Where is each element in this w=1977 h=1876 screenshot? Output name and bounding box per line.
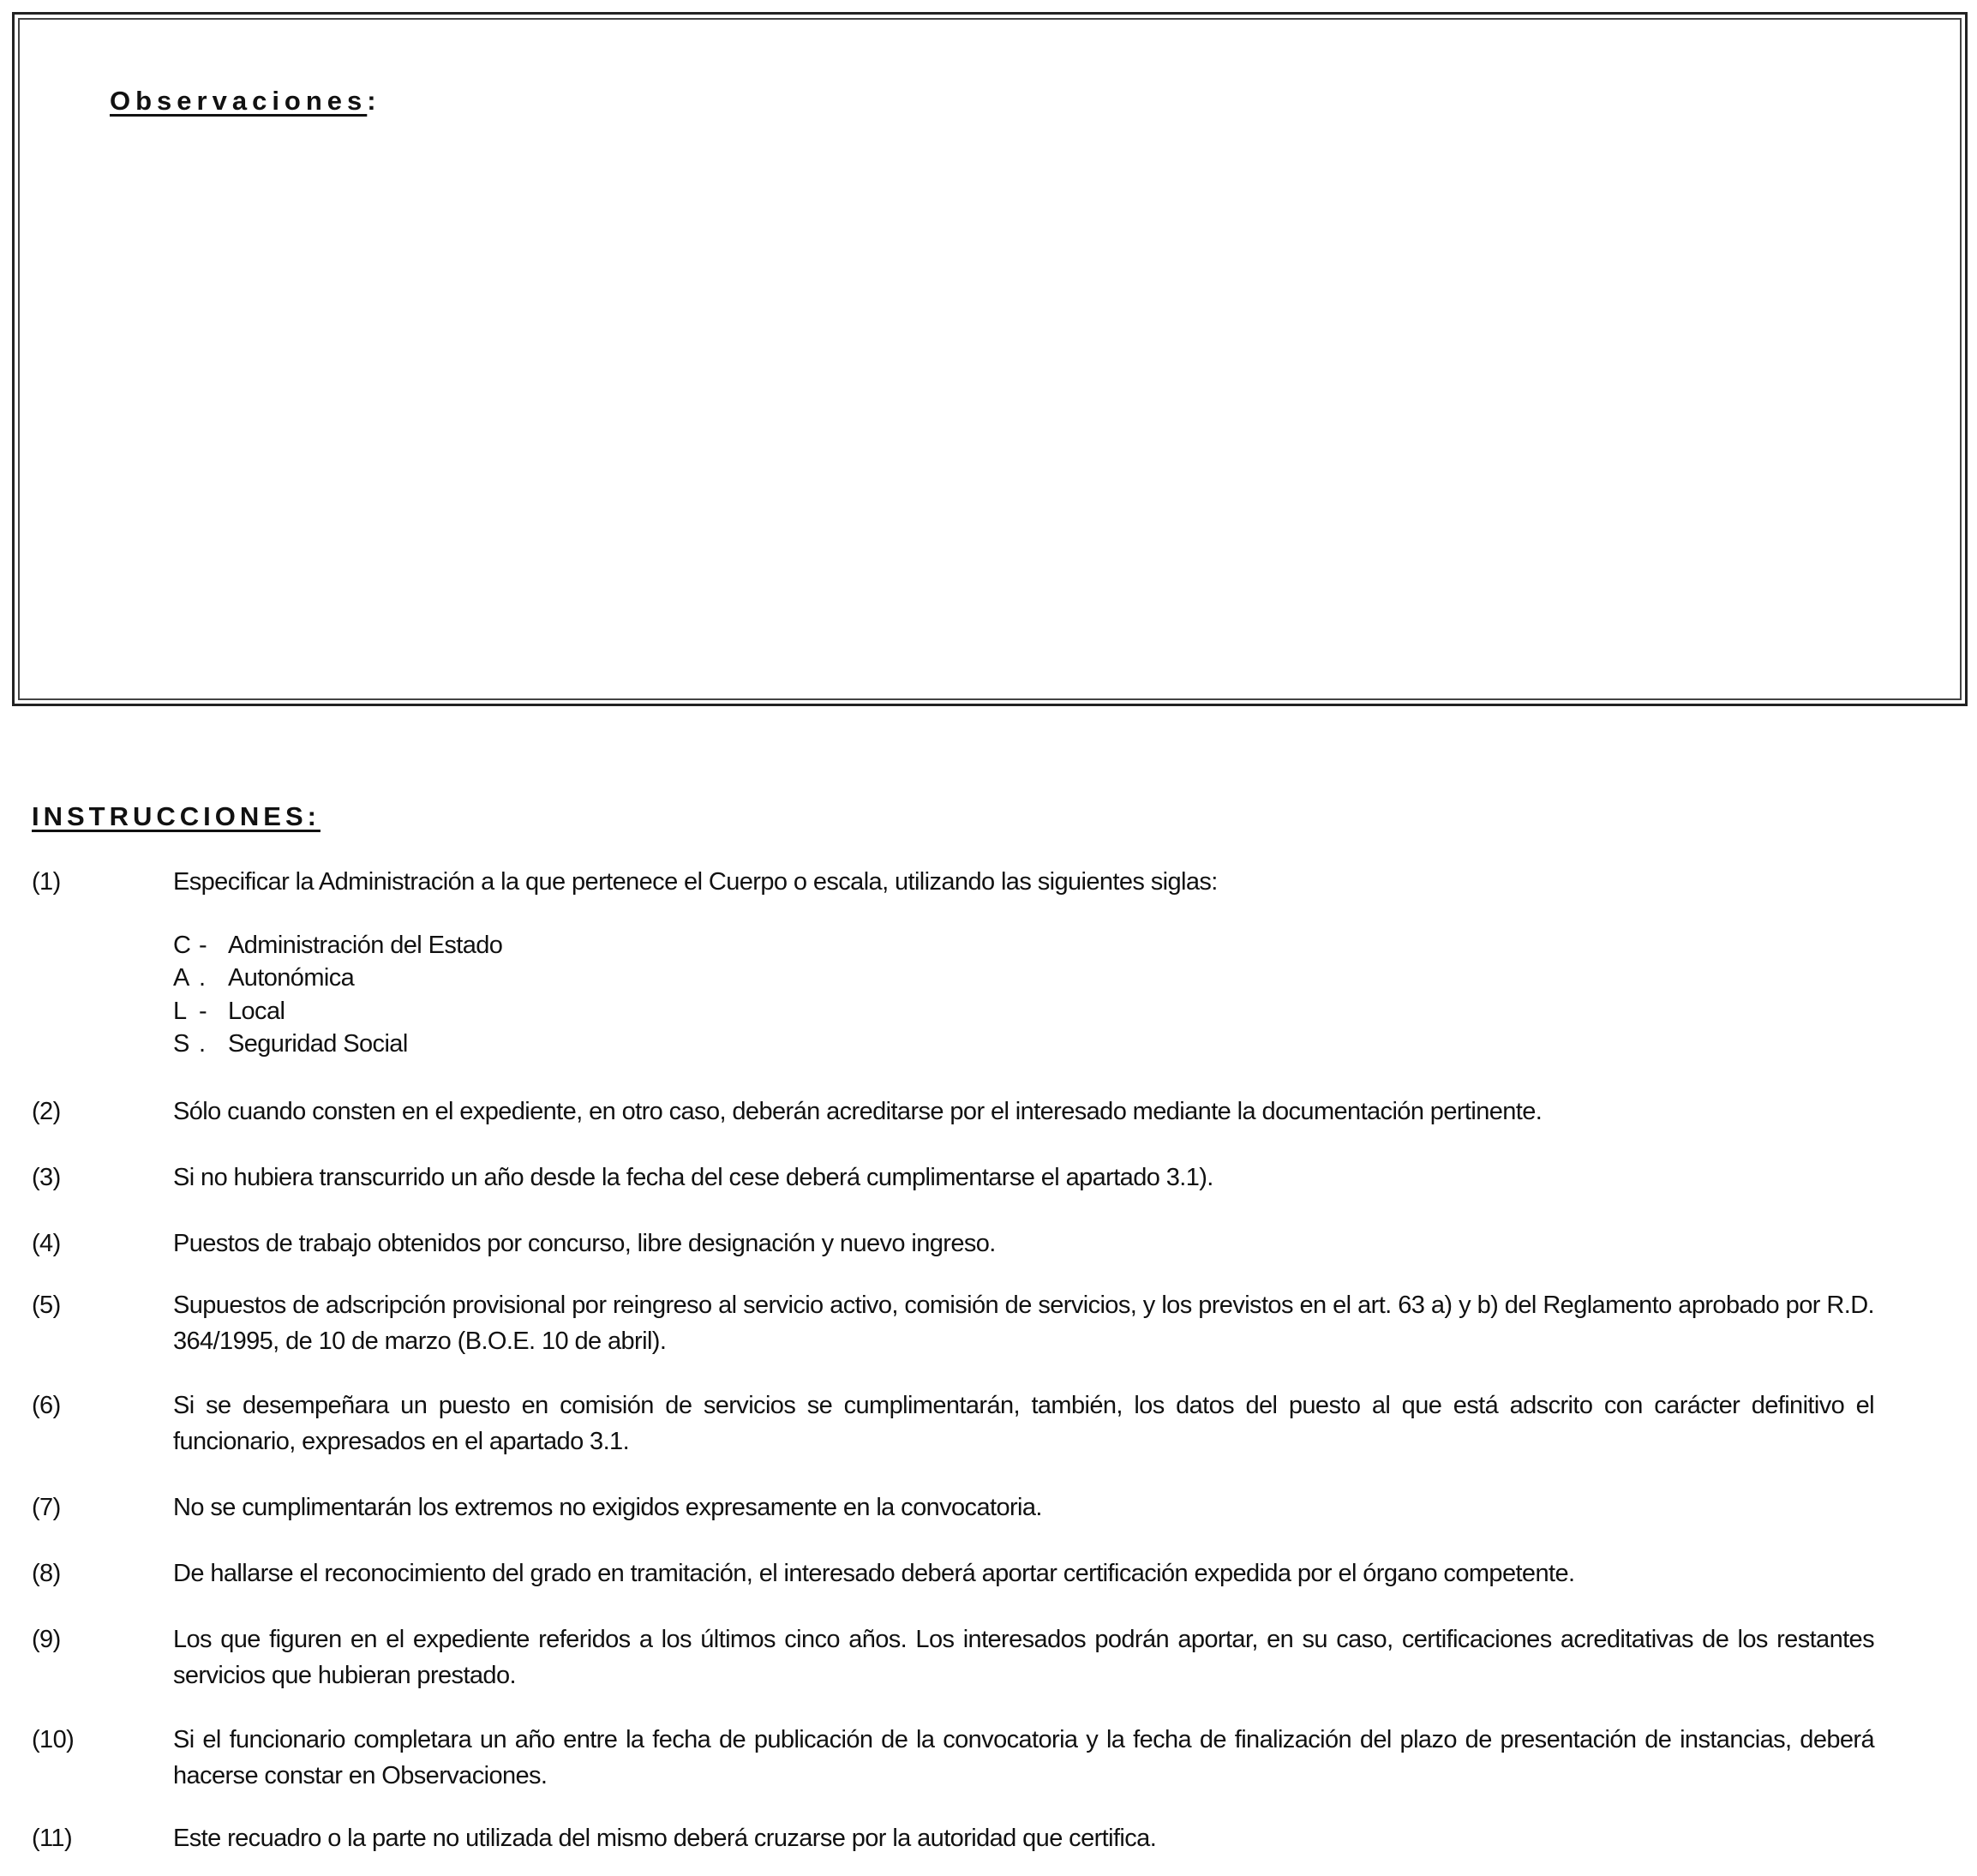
item-text: No se cumplimentarán los extremos no exigidos expresamente en la convocatoria. xyxy=(173,1494,1042,1521)
item-text: Puestos de trabajo obtenidos por concurso, libre designación y nuevo ingreso. xyxy=(173,1230,996,1257)
item-number: (3) xyxy=(32,1164,61,1191)
item-text: A xyxy=(173,964,189,992)
instrucciones-heading xyxy=(32,801,321,832)
sigla-item xyxy=(173,962,354,994)
item-text: C xyxy=(173,932,191,959)
item-number: (11) xyxy=(32,1825,73,1852)
item-text: Si no hubiera transcurrido un año desde la fecha del cese deberá cumplimentarse el apartado 3.1). xyxy=(173,1164,1213,1191)
item-text: Observaciones xyxy=(110,86,368,116)
sigla-item xyxy=(173,929,502,962)
item-text: S xyxy=(173,1030,189,1058)
item-text: Los que figuren en el expediente referidos a los últimos cinco años. Los interesados podrán aportar, en su caso, certificaciones acreditativas de los restantes servicios que hubieran prestado. xyxy=(173,1626,1874,1689)
item-text: De hallarse el reconocimiento del grado en tramitación, el interesado deberá aportar certificación expedida por el órgano competente. xyxy=(173,1560,1575,1587)
item-text: Sólo cuando consten en el expediente, en otro caso, deberán acreditarse por el interesado mediante la documentación pertinente. xyxy=(173,1098,1543,1125)
sigla-item xyxy=(173,995,285,1028)
item-text: : xyxy=(367,86,381,116)
item-text: Si se desempeñara un puesto en comisión de servicios se cumplimentarán, también, los datos del puesto al que está adscrito con carácter definitivo el funcionario, expresados en el apartado 3.1. xyxy=(173,1392,1874,1455)
item-text: L xyxy=(173,998,187,1025)
item-text: Este recuadro o la parte no utilizada del mismo deberá cruzarse por la autoridad que certifica. xyxy=(173,1825,1157,1852)
item-number: (6) xyxy=(32,1392,61,1419)
item-text: Si el funcionario completara un año entre la fecha de publicación de la convocatoria y la fecha de finalización del plazo de presentación de instancias, deberá hacerse constar en Observaciones. xyxy=(173,1726,1874,1789)
item-text: Administración del Estado xyxy=(228,932,503,959)
item-text: . xyxy=(199,1030,206,1058)
item-number: (9) xyxy=(32,1626,61,1653)
item-text: INSTRUCCIONES: xyxy=(32,801,321,831)
item-number: (7) xyxy=(32,1494,61,1521)
item-text: Supuestos de adscripción provisional por reingreso al servicio activo, comisión de servicios, y los previstos en el art. 63 a) y b) del Reglamento aprobado por R.D. 364/1995, de 10 de marzo (B.O.E. 10 de abril). xyxy=(173,1292,1874,1355)
item-number: (2) xyxy=(32,1098,61,1125)
item-text: . xyxy=(199,964,206,992)
observaciones-heading xyxy=(110,86,381,117)
item-text: Autonómica xyxy=(228,964,355,992)
item-number: (4) xyxy=(32,1230,61,1257)
item-number: (8) xyxy=(32,1560,61,1587)
item-number: (1) xyxy=(32,868,61,896)
item-text: - xyxy=(199,998,207,1025)
item-number: (5) xyxy=(32,1292,61,1319)
item-text: - xyxy=(199,932,207,959)
item-number: (10) xyxy=(32,1726,75,1753)
item-text: Local xyxy=(228,998,285,1025)
sigla-item xyxy=(173,1028,408,1060)
item-text: Seguridad Social xyxy=(228,1030,408,1058)
item-text: Especificar la Administración a la que pertenece el Cuerpo o escala, utilizando las siguientes siglas: xyxy=(173,868,1218,896)
